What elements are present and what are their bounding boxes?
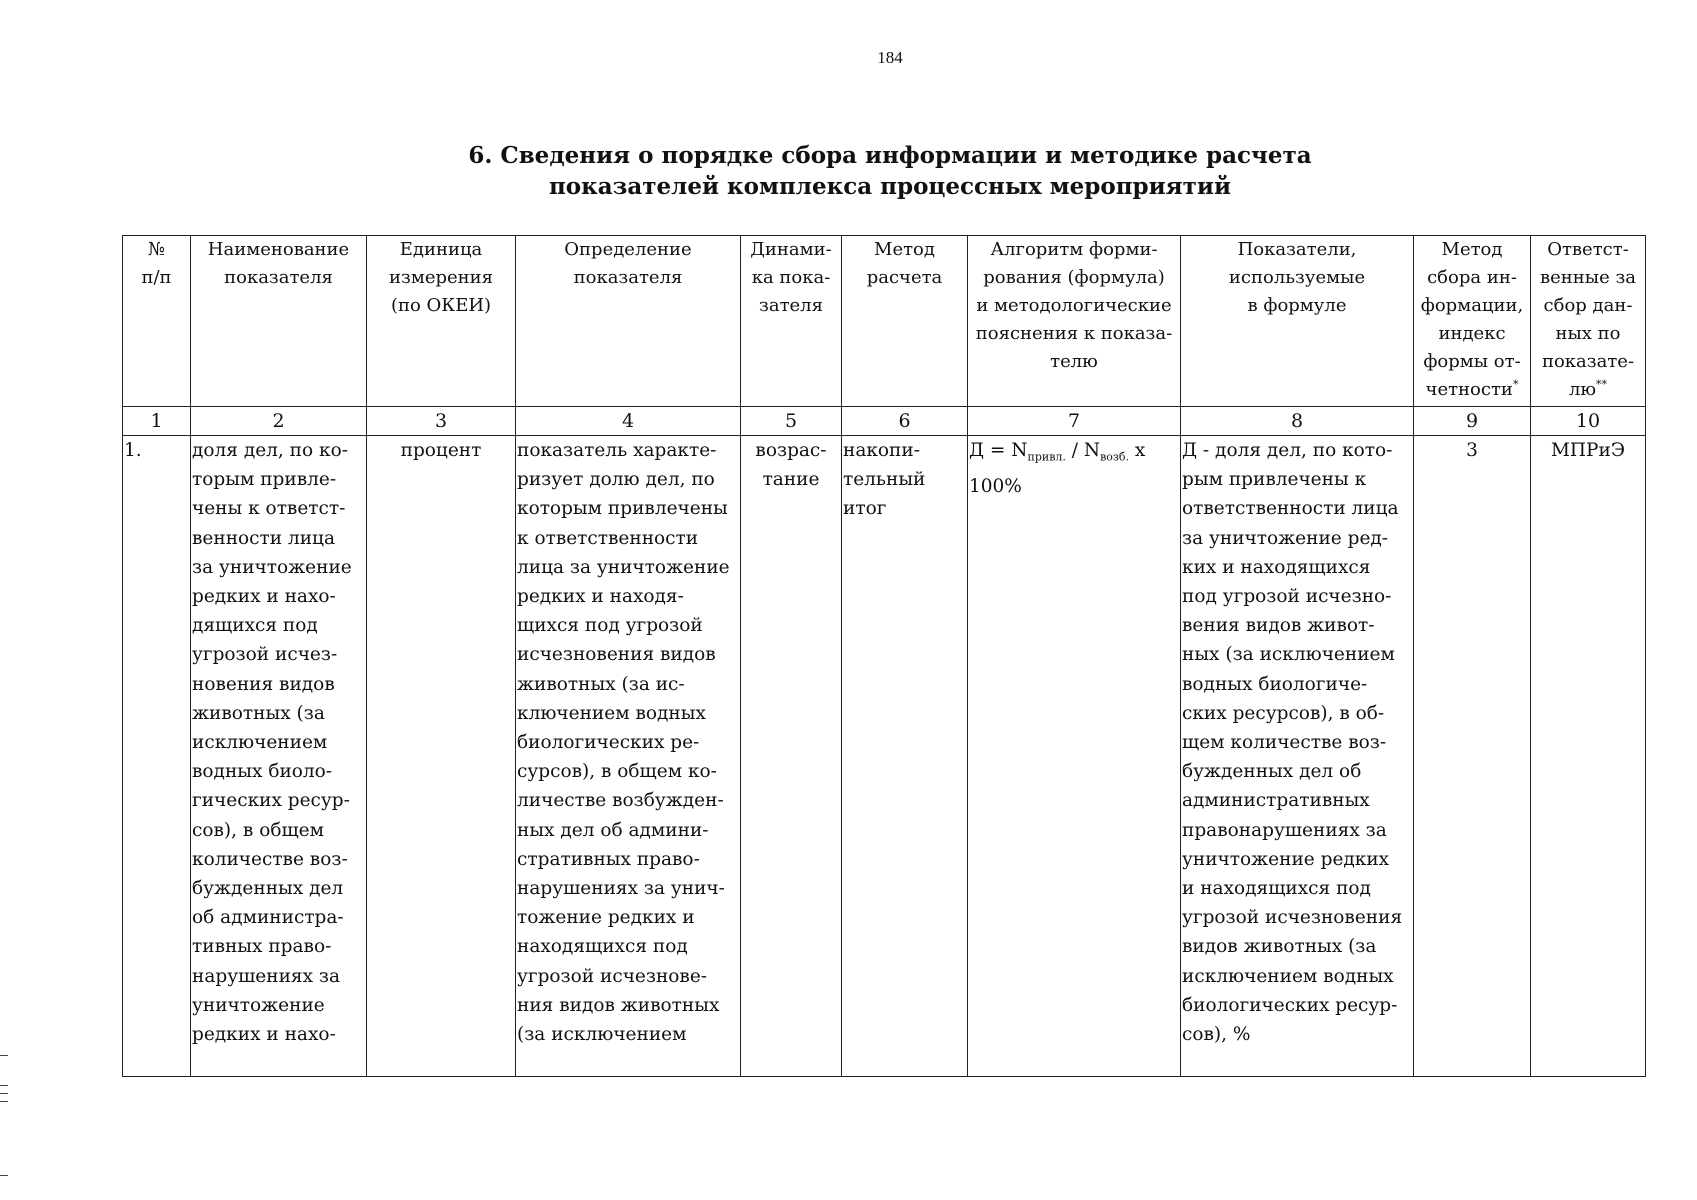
indicators-table — [122, 235, 1646, 1077]
header-cell: Наименование показателя — [191, 236, 367, 407]
column-number: 2 — [191, 407, 367, 436]
header-cell: Единица измерения (по ОКЕИ) — [367, 236, 516, 407]
page-number: 184 — [877, 48, 903, 67]
column-number: 6 — [842, 407, 968, 436]
formula: $Д = N_{привл.} / N_{возб.}$ x 100% — [968, 436, 1181, 1077]
formula-indicators: Д - доля дел, по кото- рым привлечены к ответственности лица за уничтожение ред- ких и находящихся под угрозой исчезно- вения видов живот- ных (за исключением водных биологиче- ских ресурсов), в об- щем количестве воз- бужденных дел об административных правонарушениях за уничтожение редких и находящихся под угрозой исчезновения видов животных (за исключением водных биологических ресур- сов), % — [1181, 436, 1414, 1077]
column-number: 8 — [1181, 407, 1414, 436]
scan-edge-mark — [0, 1085, 8, 1086]
header-row — [123, 236, 1646, 407]
indicator-definition: показатель характе- ризует долю дел, по которым привлечены к ответственности лица за уничтожение редких и находя- щихся под угрозой исчезновения видов животных (за ис- ключением водных биологических ре- сурсов), в общем ко- личестве возбужден- ных дел об админи- стративных право- нарушениях за унич- тожение редких и находящихся под угрозой исчезнове- ния видов животных (за исключением — [516, 436, 741, 1077]
indicator-name: доля дел, по ко- торым привле- чены к ответст- венности лица за уничтожение редких и нахо- дящихся под угрозой исчез- новения видов животных (за исключением водных биоло- гических ресур- сов), в общем количестве воз- бужденных дел об администра- тивных право- нарушениях за уничтожение редких и нахо- — [191, 436, 367, 1077]
header-cell: Алгоритм форми- рования (формула) и методологические пояснения к показа- телю — [968, 236, 1181, 407]
header-cell: Динами- ка пока- зателя — [741, 236, 842, 407]
calculation-method: накопи- тельный итог — [842, 436, 968, 1077]
header-cell: Показатели, используемые в формуле — [1181, 236, 1414, 407]
header-cell: Определение показателя — [516, 236, 741, 407]
unit-of-measure: процент — [367, 436, 516, 1077]
scan-edge-mark — [0, 1093, 8, 1094]
header-cell: № п/п — [123, 236, 191, 407]
indicator-dynamics: возрас- тание — [741, 436, 842, 1077]
column-number: 5 — [741, 407, 842, 436]
title-line-1: 6. Сведения о порядке сбора информации и методике расчета — [468, 142, 1312, 169]
row-number: 1. — [123, 436, 191, 1077]
column-number-row — [123, 407, 1646, 436]
column-number: 7 — [968, 407, 1181, 436]
column-number: 9 — [1414, 407, 1531, 436]
column-number: 1 — [123, 407, 191, 436]
page-title — [0, 140, 1697, 202]
responsible-party: МПРиЭ — [1531, 436, 1646, 1077]
scan-edge-mark — [0, 1101, 8, 1102]
header-cell: Метод расчета — [842, 236, 968, 407]
footnote-mark: ** — [1596, 378, 1608, 391]
column-number: 10 — [1531, 407, 1646, 436]
header-cell: Метод сбора ин- формации, индекс формы от- четности* — [1414, 236, 1531, 407]
scan-edge-mark — [0, 1055, 8, 1056]
scan-edge-mark — [0, 1175, 8, 1176]
column-number: 3 — [367, 407, 516, 436]
title-line-2: показателей комплекса процессных мероприятий — [548, 173, 1232, 200]
header-cell: Ответст- венные за сбор дан- ных по показате- лю** — [1531, 236, 1646, 407]
footnote-mark: * — [1512, 378, 1519, 391]
collection-method: 3 — [1414, 436, 1531, 1077]
table-row — [123, 436, 1646, 1077]
column-number: 4 — [516, 407, 741, 436]
